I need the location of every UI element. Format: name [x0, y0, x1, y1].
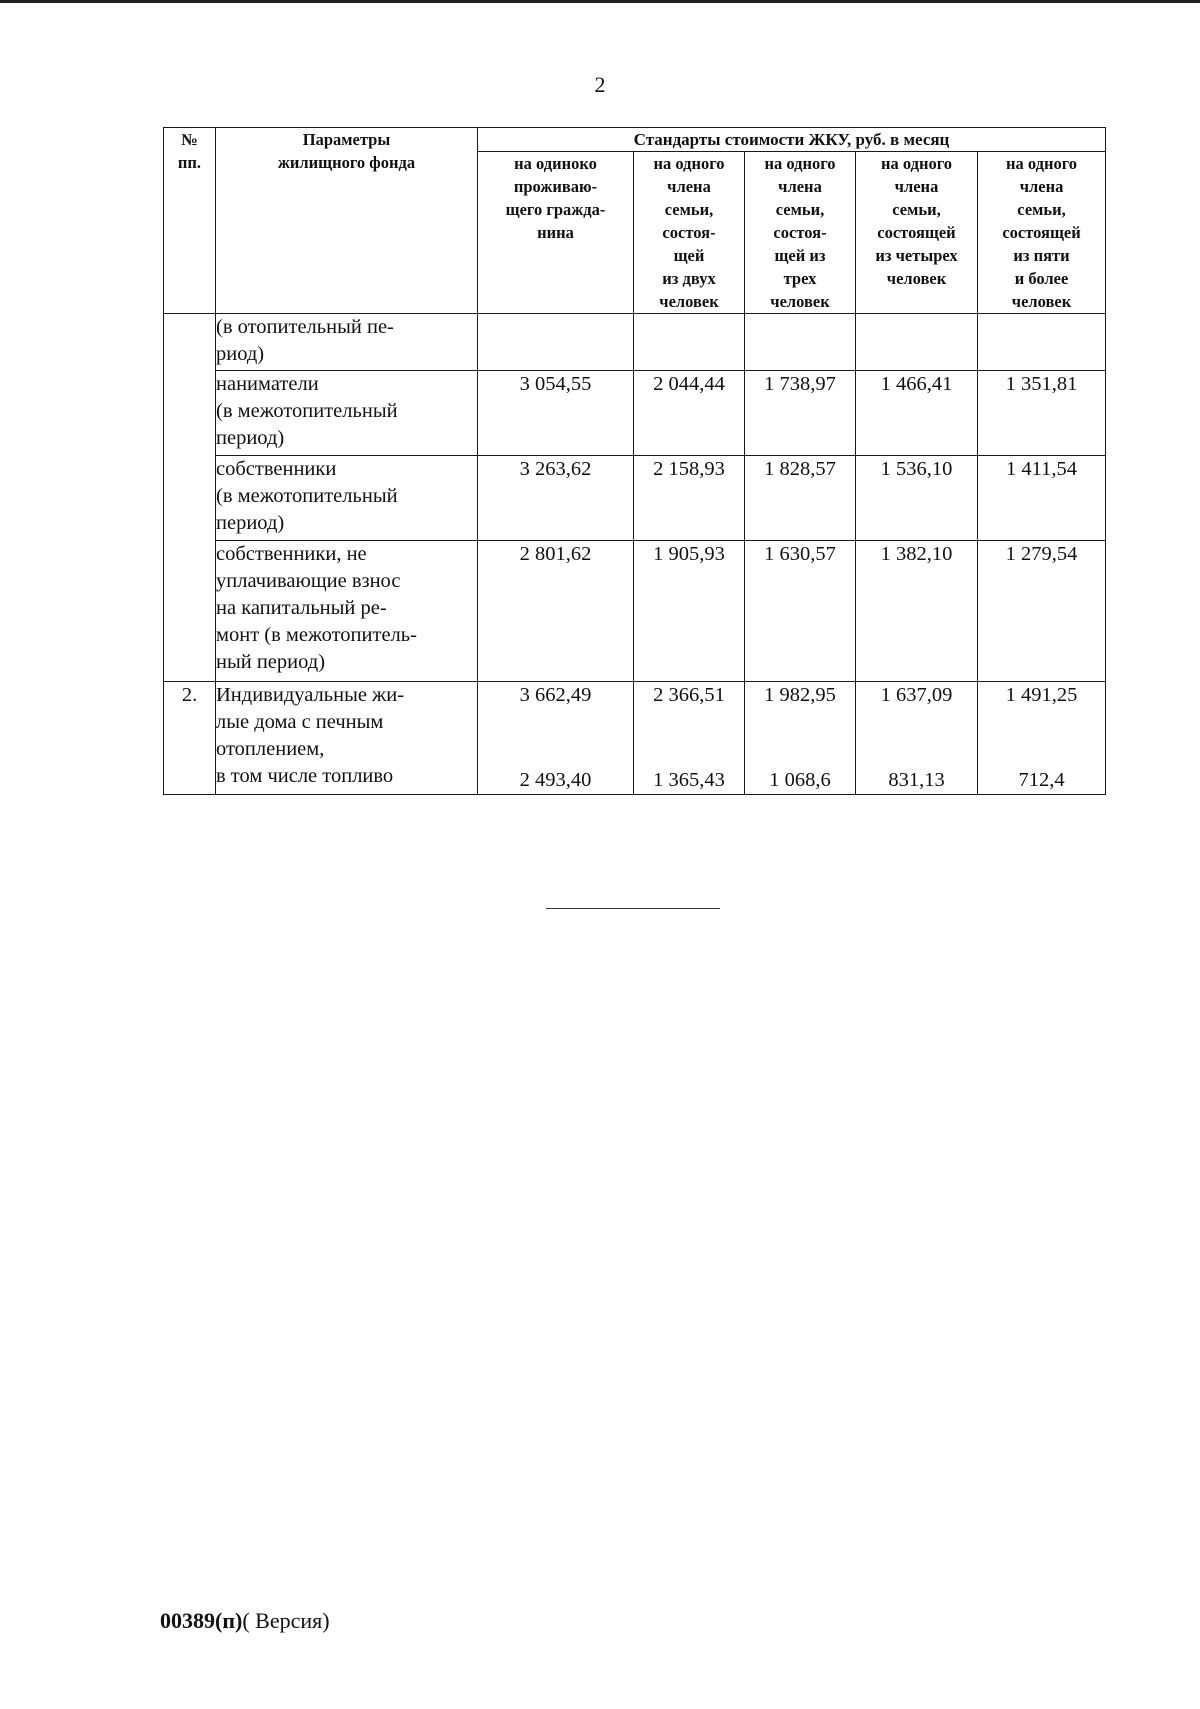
row-value-single: 3 054,55: [478, 371, 634, 456]
row-parameter: (в отопительный пе- риод): [216, 314, 478, 371]
row-value-two: 2 044,44: [634, 371, 745, 456]
row-fuel-value-single: 2 493,40: [519, 769, 592, 791]
header-cost-standards-group: Стандарты стоимости ЖКУ, руб. в месяц: [478, 128, 1106, 152]
row-parameter: Индивидуальные жи- лые дома с печным отоплением, в том числе топливо: [216, 682, 478, 795]
header-family-of-three: на одного члена семьи, состоя- щей из трех человек: [745, 152, 856, 314]
row-parameter: собственники, не уплачивающие взнос на капитальный ре- монт (в межотопитель- ный период): [216, 541, 478, 682]
end-of-document-rule: [546, 908, 720, 909]
row-value-five-plus: 1 491,25: [1005, 684, 1078, 706]
row-value-single: [478, 314, 634, 371]
document-version: ( Версия): [242, 1608, 330, 1633]
row-parameter: наниматели (в межотопительный период): [216, 371, 478, 456]
row-value-three: 1 630,57: [745, 541, 856, 682]
row-parameter: собственники (в межотопительный период): [216, 456, 478, 541]
header-single-citizen: на одиноко проживаю- щего гражда- нина: [478, 152, 634, 314]
table-row: [164, 456, 1106, 541]
table-row: [164, 541, 1106, 682]
row-value-single: 3 662,49: [519, 684, 592, 706]
row-value-four: 1 637,09: [880, 684, 953, 706]
page-top-edge: [0, 0, 1200, 3]
row-value-two: 2 158,93: [634, 456, 745, 541]
row-value-two: [634, 314, 745, 371]
row-fuel-value-three: 1 068,6: [769, 769, 831, 791]
row-value-three: 1 828,57: [745, 456, 856, 541]
row-value-two: 1 905,93: [634, 541, 745, 682]
header-family-of-four: на одного члена семьи, состоящей из четырех человек: [856, 152, 978, 314]
row-value-three: 1 982,95: [764, 684, 836, 706]
header-family-of-five-plus: на одного члена семьи, состоящей из пяти и более человек: [978, 152, 1106, 314]
header-family-of-two: на одного члена семьи, состоя- щей из двух человек: [634, 152, 745, 314]
table-row: [164, 314, 1106, 371]
row-value-single: 2 801,62: [478, 541, 634, 682]
row-number-cell: [164, 314, 216, 682]
row-value-five-plus: 1 351,81: [978, 371, 1106, 456]
row-value-single: 3 263,62: [478, 456, 634, 541]
row-value-three: [745, 314, 856, 371]
housing-cost-standards-table: [163, 127, 1106, 795]
row-value-four: 1 466,41: [856, 371, 978, 456]
document-code: 00389(п): [160, 1608, 243, 1633]
document-id: [160, 1608, 330, 1634]
page-number: 2: [594, 72, 606, 97]
row-value-five-plus: [978, 314, 1106, 371]
row-value-five-plus: 1 279,54: [978, 541, 1106, 682]
row-fuel-value-four: 831,13: [888, 769, 945, 791]
table-row: [164, 371, 1106, 456]
row-fuel-value-five-plus: 712,4: [1018, 769, 1065, 791]
row-number-cell: 2.: [164, 682, 216, 795]
row-value-three: 1 738,97: [745, 371, 856, 456]
header-number: № пп.: [164, 128, 216, 314]
row-value-four: 1 382,10: [856, 541, 978, 682]
row-fuel-value-two: 1 365,43: [653, 769, 725, 791]
row-value-two: 2 366,51: [653, 684, 725, 706]
row-value-four: [856, 314, 978, 371]
header-parameters: Параметры жилищного фонда: [216, 128, 478, 314]
table-row: [164, 682, 1106, 795]
row-value-five-plus: 1 411,54: [978, 456, 1106, 541]
row-value-four: 1 536,10: [856, 456, 978, 541]
